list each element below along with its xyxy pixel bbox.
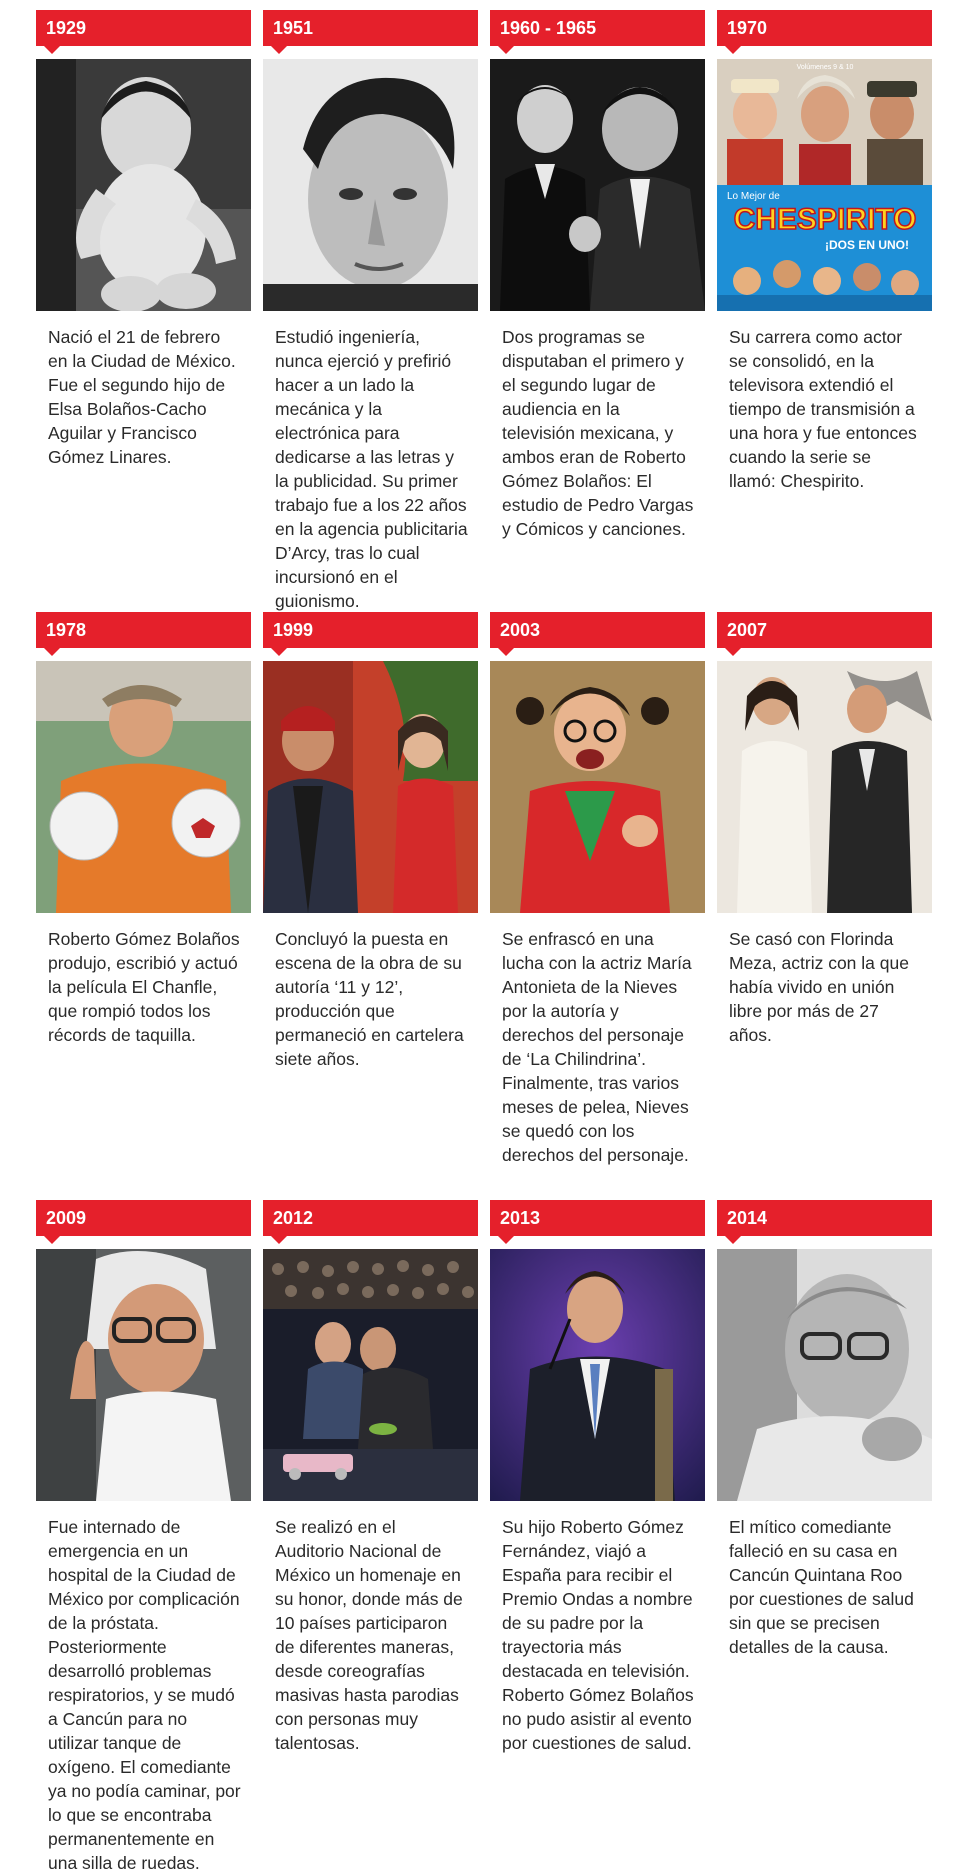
year-tag: 2013 — [490, 1200, 705, 1236]
tribute-stage-photo — [263, 1249, 478, 1501]
cover-small-title: Lo Mejor de — [727, 191, 780, 202]
timeline-card-1929 — [36, 10, 251, 612]
event-description: Dos programas se disputaban el primero y el segundo lugar de audiencia en la televisión mexicana, y ambos eran de Roberto Gómez Bolaños: El estudio de Pedro Vargas y Cómicos y canciones. — [502, 327, 694, 539]
year-tag: 1951 — [263, 10, 478, 46]
event-description: El mítico comediante falleció en su casa en Cancún Quintana Roo por cuestiones de salud sin que se precisen detalles de la causa. — [729, 1517, 914, 1657]
year-tag: 1978 — [36, 612, 251, 648]
timeline-card-1970 — [717, 10, 932, 612]
stage-play-photo — [263, 661, 478, 913]
event-description: Se enfrascó en una lucha con la actriz María Antonieta de la Nieves por la autoría y derechos del personaje de ‘La Chilindrina’. Finalmente, tras varios meses de pelea, Nieves se quedó con los derechos del personaje. — [502, 929, 692, 1165]
year-tag: 2014 — [717, 1200, 932, 1236]
year-tag: 2009 — [36, 1200, 251, 1236]
baby-portrait-photo — [36, 59, 251, 311]
timeline-card-2014 — [717, 1200, 932, 1840]
young-man-portrait-photo — [263, 59, 478, 311]
event-description: Nació el 21 de febrero en la Ciudad de México. Fue el segundo hijo de Elsa Bolaños-Cacho Aguilar y Francisco Gómez Linares. — [48, 327, 236, 467]
timeline-card-2012 — [263, 1200, 478, 1840]
timeline-grid — [36, 10, 932, 1873]
year-tag: 2003 — [490, 612, 705, 648]
timeline-card-1960-1965 — [490, 10, 705, 612]
elderly-portrait-photo — [717, 1249, 932, 1501]
la-chilindrina-photo — [490, 661, 705, 913]
event-description: Su hijo Roberto Gómez Fernández, viajó a España para recibir el Premio Ondas a nombre de su padre por la trayectoria más destacada en televisión. Roberto Gómez Bolaños no pudo asistir al evento por cuestiones de salud. — [502, 1517, 694, 1753]
cover-title: CHESPIRITO — [733, 203, 917, 236]
timeline-card-1999 — [263, 612, 478, 1200]
timeline-card-2003 — [490, 612, 705, 1200]
chespirito-dvd-cover — [717, 59, 932, 311]
cover-subtitle: ¡DOS EN UNO! — [825, 238, 909, 252]
man-with-soccer-balls-photo — [36, 661, 251, 913]
cover-volume-text: Volúmenes 9 & 10 — [796, 64, 854, 71]
timeline-card-2007 — [717, 612, 932, 1200]
wedding-couple-photo — [717, 661, 932, 913]
timeline-card-2009 — [36, 1200, 251, 1873]
two-men-talking-photo — [490, 59, 705, 311]
year-tag: 1929 — [36, 10, 251, 46]
event-description: Concluyó la puesta en escena de la obra de su autoría ‘11 y 12’, producción que permaneció en cartelera siete años. — [275, 929, 464, 1069]
year-tag: 1999 — [263, 612, 478, 648]
year-tag: 2012 — [263, 1200, 478, 1236]
event-description: Estudió ingeniería, nunca ejerció y prefirió hacer a un lado la mecánica y la electrónica para dedicarse a las letras y la publicidad. Su primer trabajo fue a los 22 años en la agencia publicitaria D’Arcy, tras lo cual incursionó en el guionismo. — [275, 327, 468, 611]
award-speech-photo — [490, 1249, 705, 1501]
event-description: Roberto Gómez Bolaños produjo, escribió y actuó la película El Chanfle, que rompió todos los récords de taquilla. — [48, 929, 240, 1045]
year-tag: 2007 — [717, 612, 932, 648]
year-tag: 1970 — [717, 10, 932, 46]
year-tag: 1960 - 1965 — [490, 10, 705, 46]
thumbs-up-photo — [36, 1249, 251, 1501]
event-description: Se casó con Florinda Meza, actriz con la que había vivido en unión libre por más de 27 años. — [729, 929, 909, 1045]
event-description: Se realizó en el Auditorio Nacional de México un homenaje en su honor, donde más de 10 países participaron de diferentes maneras, desde coreografías masivas hasta parodias con personas muy talentosas. — [275, 1517, 463, 1753]
event-description: Su carrera como actor se consolidó, en la televisora extendió el tiempo de transmisión a una hora y fue entonces cuando la serie se llamó: Chespirito. — [729, 327, 917, 491]
timeline-card-1978 — [36, 612, 251, 1200]
timeline-card-2013 — [490, 1200, 705, 1840]
timeline-card-1951 — [263, 10, 478, 612]
event-description: Fue internado de emergencia en un hospital de la Ciudad de México por complicación de la próstata. Posteriormente desarrolló problemas respiratorios, y se mudó a Cancún para no utilizar tanque de oxígeno. El comediante ya no podía caminar, por lo que se encontraba permanentemente en una silla de ruedas. — [48, 1517, 241, 1873]
